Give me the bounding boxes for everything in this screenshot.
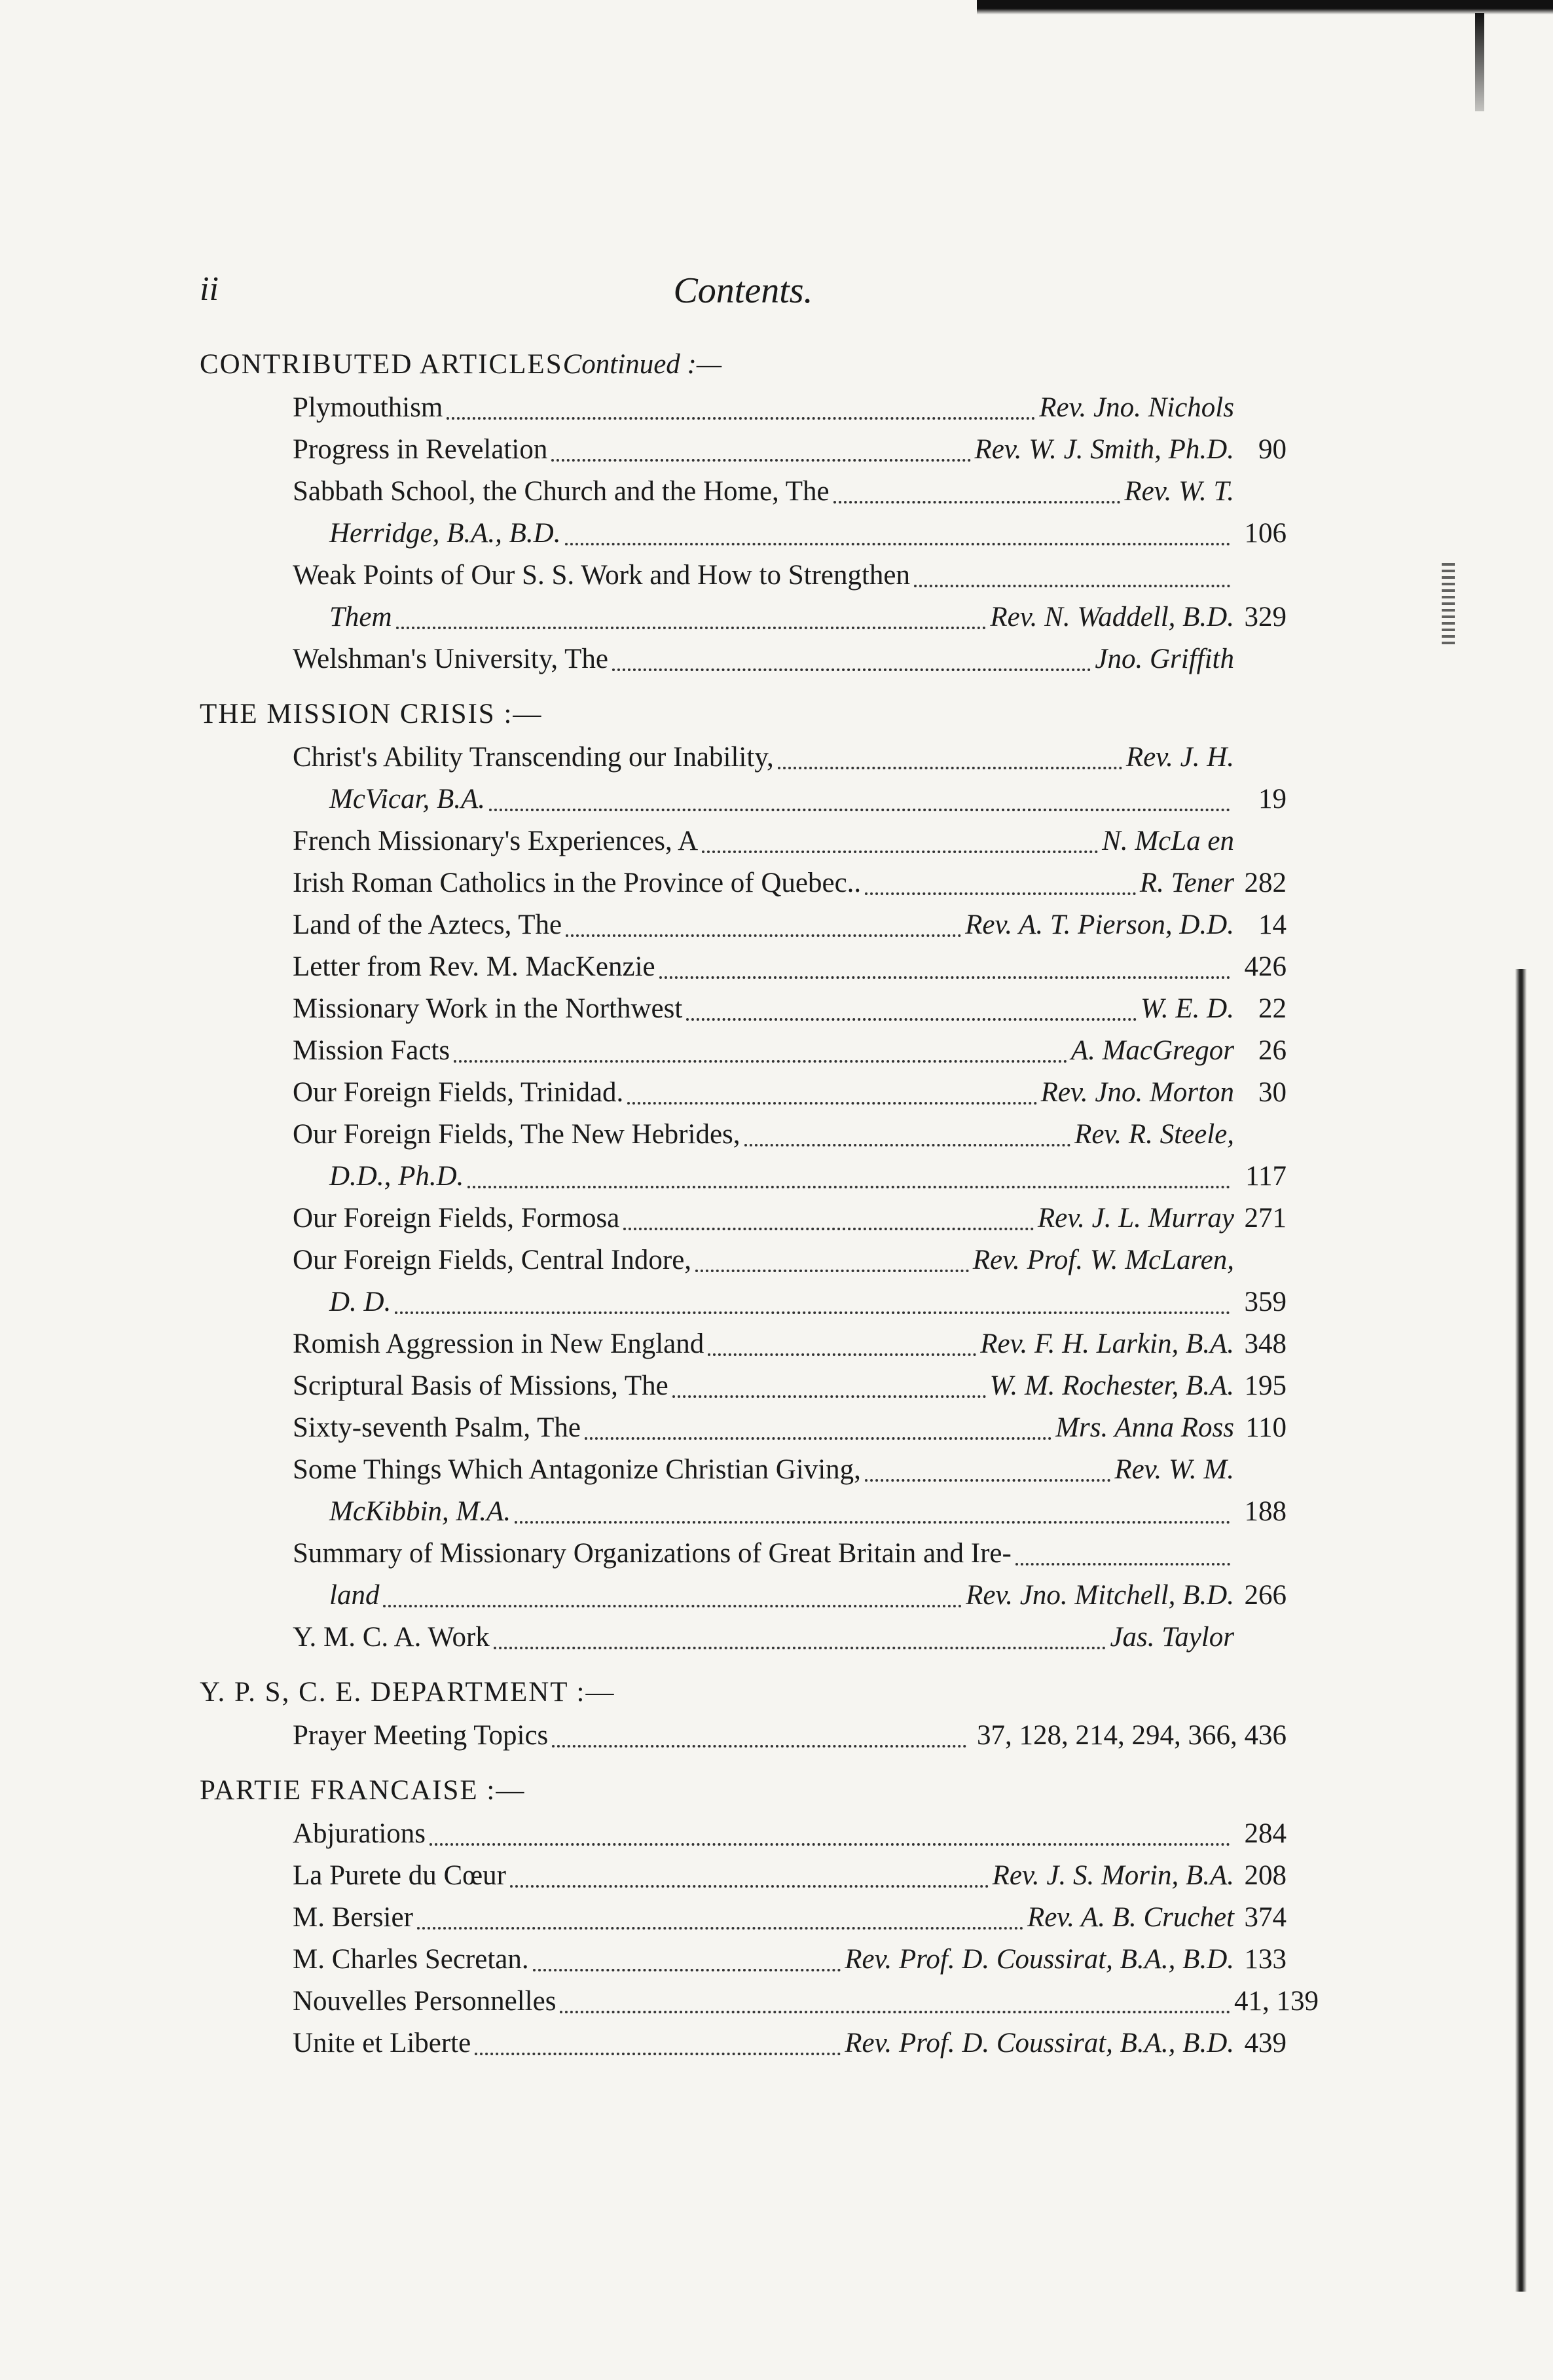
toc-entry-continuation [329, 1281, 1287, 1323]
entry-title: Irish Roman Catholics in the Province of Quebec.. [293, 868, 862, 898]
dot-leader [383, 1605, 962, 1607]
entry-author: Mrs. Anna Ross [1055, 1412, 1234, 1443]
entry-page: 41, 139 [1234, 1986, 1319, 2017]
toc-entry [293, 737, 1287, 778]
entry-author: Rev. J. S. Morin, B.A. [992, 1860, 1234, 1891]
entry-author: Rev. A. B. Cruchet [1027, 1902, 1234, 1933]
entry-title: Land of the Aztecs, The [293, 909, 562, 940]
toc-entry [293, 2023, 1287, 2064]
dot-leader [396, 627, 987, 629]
toc-entry [293, 1715, 1287, 1757]
entry-continuation-text: Herridge, B.A., B.D. [329, 518, 561, 549]
entry-title: Abjurations [293, 1818, 426, 1849]
entry-title: Christ's Ability Transcending our Inability, [293, 742, 774, 773]
dot-leader [744, 1144, 1071, 1146]
entry-title: Prayer Meeting Topics [293, 1720, 549, 1751]
toc-section [200, 1672, 1287, 1757]
toc-entry [293, 555, 1287, 596]
entry-page: 106 [1244, 518, 1287, 549]
entry-title: Plymouthism [293, 392, 443, 423]
entry-title: Sabbath School, the Church and the Home, The [293, 476, 830, 507]
entry-author: Rev. R. Steele, [1074, 1119, 1234, 1150]
toc-entry [293, 1449, 1287, 1491]
entry-author: N. McLa en [1102, 826, 1234, 856]
section-heading-text: Y. P. S, C. E. DEPARTMENT :— [200, 1677, 615, 1708]
section-continued-label: Continued :— [562, 349, 722, 380]
page-number: ii [200, 270, 219, 308]
dot-leader [708, 1353, 976, 1356]
entry-author: Rev. N. Waddell, B.D. [990, 602, 1234, 632]
dot-leader [510, 1885, 989, 1888]
entry-title: Nouvelles Personnelles [293, 1986, 557, 2017]
entry-author: Rev. Prof. D. Coussirat, B.A., B.D. [845, 1944, 1234, 1975]
dot-leader [565, 543, 1231, 545]
toc-entry [293, 1407, 1287, 1449]
page-header [200, 270, 1287, 322]
entry-author: Rev. J. H. [1125, 742, 1234, 773]
entry-page: 284 [1244, 1818, 1287, 1849]
entry-title: Y. M. C. A. Work [293, 1622, 490, 1653]
entry-continuation-text: D.D., Ph.D. [329, 1161, 464, 1192]
entry-page: 133 [1244, 1944, 1287, 1975]
dot-leader [552, 1745, 966, 1748]
section-heading [200, 1770, 1287, 1812]
dot-leader [395, 1311, 1230, 1314]
entry-title: Summary of Missionary Organizations of Great Britain and Ire- [293, 1538, 1012, 1569]
entry-author: Rev. Jno. Morton [1040, 1077, 1234, 1108]
dot-leader [560, 2011, 1230, 2013]
entry-title: Sixty-seventh Psalm, The [293, 1412, 581, 1443]
entry-pages: 37, 128, 214, 294, 366, 436 [977, 1720, 1287, 1751]
entry-title: Welshman's University, The [293, 644, 608, 674]
dot-leader [1015, 1563, 1230, 1565]
toc-entry [293, 387, 1287, 429]
entry-author: Rev. W. J. Smith, Ph.D. [974, 434, 1234, 465]
entry-title: Some Things Which Antagonize Christian Giving, [293, 1454, 861, 1485]
toc-entry [293, 1981, 1319, 2023]
entry-author: Rev. W. M. [1114, 1454, 1234, 1485]
scan-artifact-top [977, 0, 1553, 14]
toc-entry [293, 820, 1287, 862]
toc-entry-continuation [329, 778, 1287, 820]
entry-title: Mission Facts [293, 1035, 450, 1066]
entry-page: 188 [1244, 1496, 1287, 1527]
entry-title: Weak Points of Our S. S. Work and How to Strengthen [293, 560, 910, 591]
entry-page: 271 [1244, 1203, 1287, 1234]
entry-continuation-text: McVicar, B.A. [329, 784, 486, 815]
entry-continuation-text: D. D. [329, 1287, 392, 1317]
toc-entry [293, 638, 1287, 680]
toc-entry [293, 1030, 1287, 1072]
toc-entry [293, 1198, 1287, 1239]
dot-leader [515, 1521, 1230, 1524]
dot-leader [566, 934, 961, 937]
entry-author: Rev. Prof. W. McLaren, [972, 1245, 1234, 1275]
toc-section [200, 693, 1287, 1658]
entry-author: W. M. Rochester, B.A. [989, 1370, 1234, 1401]
entry-page: 329 [1244, 602, 1287, 632]
entry-page: 439 [1244, 2028, 1287, 2059]
scan-artifact-speck [1442, 563, 1455, 648]
entry-title: Missionary Work in the Northwest [293, 993, 683, 1024]
toc-entry [293, 1939, 1287, 1981]
toc-entry [293, 946, 1287, 988]
entry-title: Scriptural Basis of Missions, The [293, 1370, 668, 1401]
toc-entry-continuation [329, 596, 1287, 638]
entry-title: Our Foreign Fields, Formosa [293, 1203, 620, 1234]
toc-entry [293, 471, 1287, 513]
dot-leader [533, 1969, 841, 1971]
entry-author: Rev. Prof. D. Coussirat, B.A., B.D. [845, 2028, 1234, 2059]
dot-leader [447, 417, 1035, 420]
toc-entry [293, 1813, 1287, 1855]
entry-title: Letter from Rev. M. MacKenzie [293, 951, 655, 982]
dot-leader [475, 2053, 841, 2055]
entry-author: A. MacGregor [1070, 1035, 1234, 1066]
entry-author: Rev. F. H. Larkin, B.A. [980, 1328, 1234, 1359]
toc-entry-continuation [329, 1575, 1287, 1617]
dot-leader [914, 585, 1230, 587]
section-heading [200, 693, 1287, 735]
table-of-contents [200, 344, 1319, 2078]
toc-section [200, 1770, 1319, 2064]
entry-title: Our Foreign Fields, The New Hebrides, [293, 1119, 740, 1150]
toc-entry [293, 429, 1287, 471]
toc-entry [293, 1365, 1287, 1407]
entry-title: M. Bersier [293, 1902, 413, 1933]
entry-page: 348 [1244, 1328, 1287, 1359]
toc-entry [293, 988, 1287, 1030]
entry-author: Rev. Jno. Mitchell, B.D. [966, 1580, 1234, 1611]
entry-continuation-text: Them [329, 602, 392, 632]
toc-entry [293, 1897, 1287, 1939]
dot-leader [702, 851, 1098, 853]
entry-continuation-text: McKibbin, M.A. [329, 1496, 511, 1527]
dot-leader [865, 1479, 1110, 1482]
entry-page: 266 [1244, 1580, 1287, 1611]
entry-page: 26 [1258, 1035, 1287, 1066]
entry-page: 22 [1258, 993, 1287, 1024]
dot-leader [417, 1927, 1023, 1930]
entry-page: 359 [1244, 1287, 1287, 1317]
toc-entry-continuation [329, 1156, 1287, 1198]
entry-title: French Missionary's Experiences, A [293, 826, 699, 856]
scan-artifact-edge [1515, 969, 1527, 2292]
entry-title: La Purete du Cœur [293, 1860, 507, 1891]
entry-page: 90 [1258, 434, 1287, 465]
dot-leader [494, 1647, 1106, 1649]
dot-leader [551, 459, 970, 462]
entry-page: 14 [1258, 909, 1287, 940]
toc-section [200, 344, 1287, 680]
scan-artifact-drop [1475, 13, 1484, 111]
entry-author: Rev. J. L. Murray [1037, 1203, 1234, 1234]
entry-author: Rev. W. T. [1124, 476, 1234, 507]
entry-page: 110 [1245, 1412, 1287, 1443]
toc-entry [293, 862, 1287, 904]
dot-leader [686, 1018, 1137, 1021]
section-heading-text: CONTRIBUTED ARTICLES [200, 349, 563, 380]
dot-leader [429, 1843, 1230, 1846]
entry-page: 426 [1244, 951, 1287, 982]
dot-leader [865, 892, 1136, 895]
toc-entry [293, 904, 1287, 946]
toc-entry [293, 1114, 1287, 1156]
entry-title: Our Foreign Fields, Trinidad. [293, 1077, 624, 1108]
toc-entry-continuation [329, 513, 1287, 555]
dot-leader [778, 767, 1122, 769]
dot-leader [672, 1395, 986, 1398]
entry-page: 117 [1245, 1161, 1287, 1192]
dot-leader [585, 1437, 1051, 1440]
dot-leader [659, 976, 1230, 979]
toc-entry-continuation [329, 1491, 1287, 1533]
entry-author: Jno. Griffith [1095, 644, 1234, 674]
entry-author: Jas. Taylor [1110, 1622, 1234, 1653]
entry-title: Romish Aggression in New England [293, 1328, 704, 1359]
toc-entry [293, 1533, 1287, 1575]
entry-title: M. Charles Secretan. [293, 1944, 529, 1975]
dot-leader [454, 1060, 1067, 1063]
section-heading [200, 344, 1287, 386]
entry-page: 208 [1244, 1860, 1287, 1891]
entry-title: Unite et Liberte [293, 2028, 471, 2059]
entry-continuation-text: land [329, 1580, 380, 1611]
entry-page: 30 [1258, 1077, 1287, 1108]
dot-leader [695, 1270, 969, 1272]
dot-leader [627, 1102, 1036, 1105]
toc-entry [293, 1072, 1287, 1114]
entry-author: R. Tener [1139, 868, 1234, 898]
dot-leader [623, 1228, 1034, 1230]
toc-entry [293, 1323, 1287, 1365]
entry-author: W. E. D. [1141, 993, 1234, 1024]
toc-entry [293, 1617, 1287, 1658]
running-title: Contents. [673, 270, 813, 311]
entry-author: Rev. A. T. Pierson, D.D. [965, 909, 1234, 940]
entry-title: Our Foreign Fields, Central Indore, [293, 1245, 692, 1275]
entry-page: 19 [1258, 784, 1287, 815]
section-heading-text: PARTIE FRANCAISE :— [200, 1775, 526, 1806]
toc-entry [293, 1239, 1287, 1281]
entry-title: Progress in Revelation [293, 434, 548, 465]
entry-page: 282 [1244, 868, 1287, 898]
dot-leader [489, 809, 1230, 811]
dot-leader [612, 668, 1091, 671]
entry-page: 195 [1244, 1370, 1287, 1401]
toc-entry [293, 1855, 1287, 1897]
dot-leader [833, 501, 1121, 503]
entry-author: Rev. Jno. Nichols [1039, 392, 1234, 423]
dot-leader [467, 1186, 1230, 1188]
entry-page: 374 [1244, 1902, 1287, 1933]
section-heading-text: THE MISSION CRISIS :— [200, 699, 543, 729]
section-heading [200, 1672, 1287, 1713]
